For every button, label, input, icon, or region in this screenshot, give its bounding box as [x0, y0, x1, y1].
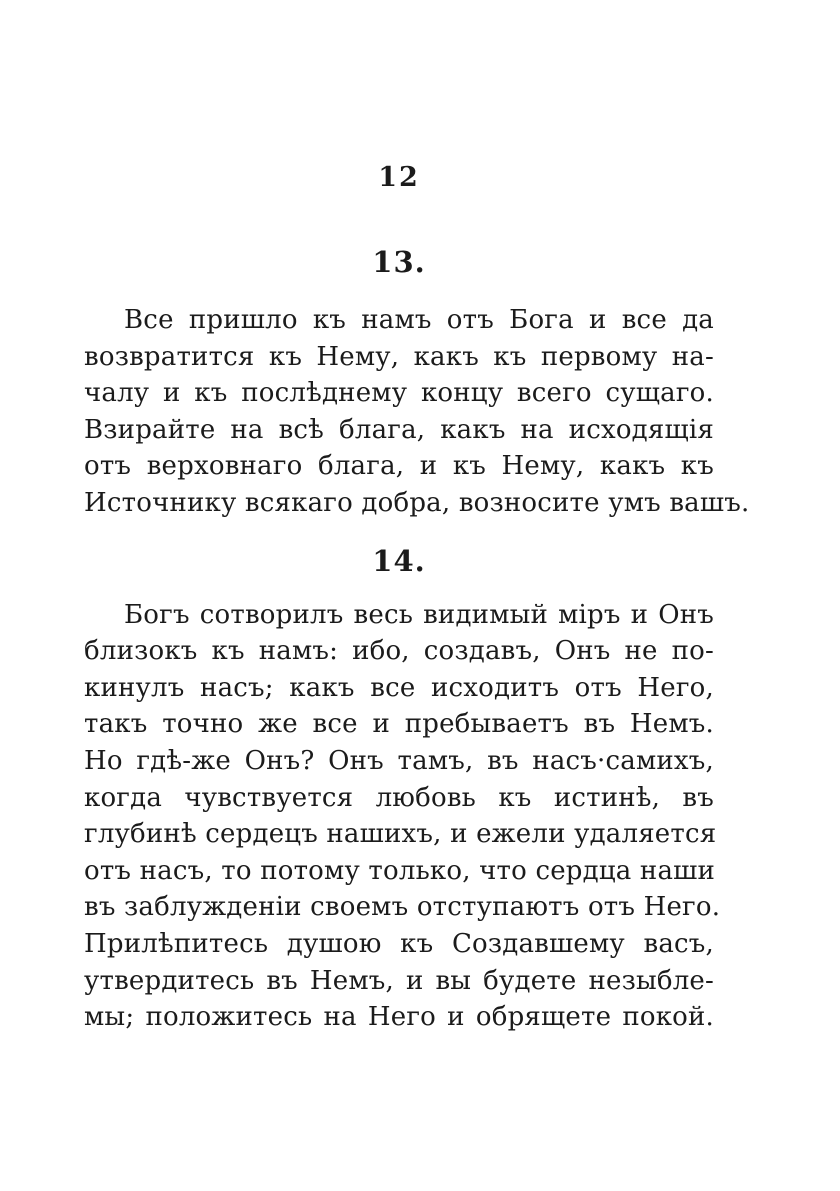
text-line: Все пришло къ намъ отъ Бога и все да [124, 305, 714, 335]
text-line: Взирайте на всѣ блага, какъ на исходящія [84, 414, 714, 445]
text-line: глубинѣ сердецъ нашихъ, и ежели удаляется [84, 819, 717, 850]
text-line: Прилѣпитесь душою къ Создавшему васъ, [84, 928, 714, 959]
section-14-paragraph [84, 597, 721, 1036]
text-line: Но гдѣ-же Онъ? Онъ тамъ, въ насъ·самихъ, [84, 745, 714, 776]
text-line: Богъ сотворилъ весь видимый міръ и Онъ [124, 599, 714, 630]
text-line: кинулъ насъ; какъ все исходитъ отъ Него, [84, 672, 714, 703]
text-line: такъ точно же все и пребываетъ въ Немъ. [84, 709, 714, 740]
section-heading-13: 13. [372, 245, 426, 279]
text-line: отъ насъ, то потому только, что сердца наши [84, 855, 716, 886]
text-line: въ заблужденіи своемъ отступаютъ отъ Него. [84, 892, 721, 923]
text-line: когда чувствуется любовь къ истинѣ, въ [84, 782, 714, 813]
text-line: утвердитесь въ Немъ, и вы будете незыбле- [84, 965, 714, 996]
text-line: возвратится къ Нему, какъ къ первому на- [84, 341, 714, 372]
text-line: близокъ къ намъ: ибо, создавъ, Онъ не по- [84, 636, 714, 667]
text-line: Источнику всякаго добра, возносите умъ вашъ. [84, 487, 750, 518]
text-line: отъ верховнаго блага, и къ Нему, какъ къ [84, 451, 714, 482]
section-heading-14: 14. [372, 543, 426, 578]
text-line: мы; положитесь на Него и обрящете покой. [84, 1002, 714, 1033]
section-13-paragraph [84, 302, 750, 522]
text-column [84, 162, 750, 1036]
page-number: 12 [378, 162, 420, 193]
text-line: чалу и къ послѣднему концу всего сущаго. [84, 378, 714, 409]
